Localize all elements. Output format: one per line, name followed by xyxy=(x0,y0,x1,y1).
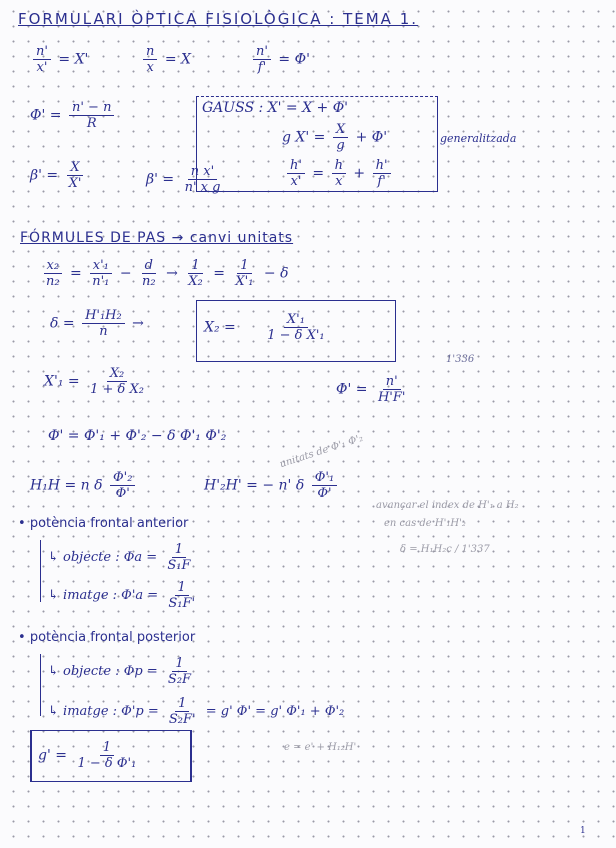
frac-num: x₂ xyxy=(44,258,63,274)
frac-num: h' xyxy=(373,158,391,174)
frac-num: n xyxy=(143,44,157,60)
formula-reduced-vergence-object: $\frac{n}{x}$ = X xyxy=(140,44,191,75)
frac-num: 1 xyxy=(175,696,189,712)
bullet-anterior: • potència frontal anterior xyxy=(18,516,189,531)
formula-power-principal xyxy=(336,374,411,405)
frac-num: H'₁H₂ xyxy=(82,308,125,324)
formula-x1 xyxy=(44,366,150,397)
frac-den: x' xyxy=(290,174,302,189)
rhs: X xyxy=(181,51,191,68)
formula-g xyxy=(38,740,142,771)
label: objecte : xyxy=(63,550,120,565)
frac-num: h xyxy=(332,158,346,174)
frac-num: 1 xyxy=(175,580,189,596)
lhs: β' = xyxy=(30,167,59,184)
formula-transfer: $\frac{\text{x₂}}{\text{n₂}}$ = $\frac{\text{x'₁}}{\text{n'₁}}$ − $\frac{d}{\text{n₂}}$ → $\frac{1}{\text{X₂}}$ = $\frac{1}{\text{X'₁}}$ − δ xyxy=(40,258,289,289)
lhs: Φ' = xyxy=(30,107,62,124)
posterior-heading: potència frontal posterior xyxy=(29,630,196,645)
frac-num: 1 xyxy=(100,740,114,756)
frac-den: x xyxy=(335,174,343,189)
generalized-tag: generalitzada xyxy=(440,132,517,145)
lhs: Φp = xyxy=(123,664,158,679)
rhs: Φ' xyxy=(294,51,310,68)
frac-num: 1 xyxy=(172,656,186,672)
formula-combined-power: Φ' = Φ'₁ + Φ'₂ − δ Φ'₁ Φ'₂ xyxy=(48,428,227,444)
lhs: H'₂H' = − n' δ xyxy=(204,477,305,494)
frac-den: X' xyxy=(68,176,82,191)
formula-h1h xyxy=(30,470,138,501)
faint-note-case: en cas de H'₁H'₂ xyxy=(384,518,466,529)
anterior-object: ↳ objecte : Φa = $\frac{1}{\text{S₁F}}$ xyxy=(48,542,196,573)
page-number: 1 xyxy=(580,826,586,836)
lhs: X'₁ = xyxy=(44,373,80,390)
posterior-object: ↳ objecte : Φp = $\frac{1}{\text{S₂F}}$ xyxy=(48,656,197,687)
frac-den: n₂ xyxy=(46,274,60,289)
page-title: FORMULARI ÒPTICA FISIOLÒGICA : TEMA 1. xyxy=(18,10,419,28)
section-heading-pas: FÓRMULES DE PAS → canvi unitats xyxy=(20,230,294,246)
tail: = g' Φ' = g' Φ'₁ + Φ'₂ xyxy=(205,704,345,719)
formula-magnification xyxy=(30,160,87,191)
formula-focal-power: $\frac{n'}{f'}$ = Φ' xyxy=(250,44,310,75)
formula-surface-power xyxy=(30,100,117,131)
frac-num: Φ'₁ xyxy=(312,470,337,486)
frac-den: X'₁ xyxy=(235,274,254,289)
frac-den: S₁F xyxy=(167,558,191,573)
frac-num: n' xyxy=(253,44,271,60)
label: imatge : xyxy=(63,704,118,719)
frac-num: n' xyxy=(383,374,401,390)
frac-den: R xyxy=(86,116,97,131)
formula-reduced-vergence-image: $\frac{n'}{x'}$ = X' xyxy=(30,44,88,75)
bullet-posterior: • potència frontal posterior xyxy=(18,630,196,645)
gauss-equation: GAUSS : X' = X + Φ' xyxy=(202,100,349,116)
brace-anterior xyxy=(40,540,41,602)
lhs: Φ' = xyxy=(336,381,368,398)
frac-den: x' xyxy=(36,60,48,75)
frac-den: n'₁ xyxy=(92,274,110,289)
posterior-image: ↳ imatge : Φ'p = $\frac{1}{\text{S₂F'}}$ = g' Φ' = g' Φ'₁ + Φ'₂ xyxy=(48,696,345,727)
frac-den: n₂ xyxy=(142,274,156,289)
frac-num: 1 xyxy=(172,542,186,558)
frac-den: n' x g xyxy=(184,180,221,195)
lhs: g X' = xyxy=(282,129,326,146)
lhs: δ = xyxy=(50,315,75,332)
frac-num: X₂ xyxy=(107,366,127,382)
frac-den: f' xyxy=(377,174,386,189)
lhs: X₂ = xyxy=(204,319,236,336)
frac-num: d xyxy=(142,258,156,274)
faint-note-delta: δ = H₁H₂c / 1'337 xyxy=(400,544,490,555)
anterior-heading: potència frontal anterior xyxy=(29,516,189,531)
gauss-generalized xyxy=(282,122,387,153)
frac-num: n' xyxy=(33,44,51,60)
frac-num: 1 xyxy=(188,258,202,274)
anterior-image: ↳ imatge : Φ'a = $\frac{1}{\text{S₁F'}}$ xyxy=(48,580,201,611)
faint-note-distance: e = e' + H₁₂H' xyxy=(284,742,357,753)
lhs: Φ'p = xyxy=(121,704,159,719)
rhs: X' xyxy=(74,51,89,68)
frac-num: n x' xyxy=(188,164,217,180)
frac-den: S₂F xyxy=(167,672,192,687)
frac-den: x xyxy=(146,60,154,75)
frac-num: 1 xyxy=(237,258,251,274)
formula-x2 xyxy=(204,312,331,343)
lhs: H₁H = n δ xyxy=(30,477,103,494)
formula-h2h xyxy=(204,470,340,501)
frac-num: h' xyxy=(287,158,305,174)
frac-den: f' xyxy=(257,60,267,75)
faint-note-units: unitats de Φ'₁ Φ'₂ xyxy=(278,432,365,471)
frac-den: 1 − δ X'₁ xyxy=(267,328,325,343)
lhs: Φa = xyxy=(123,550,158,565)
frac-den: S₁F' xyxy=(168,596,196,611)
frac-den: X₂ xyxy=(188,274,203,289)
label: imatge : xyxy=(63,588,118,603)
frac-num: X xyxy=(67,160,82,176)
frac-num: Φ'₂ xyxy=(110,470,135,486)
frac-den: H'F' xyxy=(377,390,406,405)
lhs: g' = xyxy=(38,747,67,764)
index-note: 1'336 xyxy=(446,354,475,365)
faint-note-index: avançar el index de H'₁ a H₂ xyxy=(376,500,519,511)
frac-den: 1 − δ Φ'₁ xyxy=(77,756,137,771)
brace-posterior xyxy=(40,654,41,716)
tail: + Φ' xyxy=(355,129,388,146)
formula-magnification-2 xyxy=(146,164,226,195)
frac-den: g xyxy=(336,138,345,153)
frac-den: S₂F' xyxy=(168,712,196,727)
gauss-height-relation: $\frac{h'}{x'}$ = $\frac{h}{x}$ + $\frac{h'}{f'}$ xyxy=(284,158,394,189)
frac-den: Φ' xyxy=(115,486,130,501)
tail: − δ xyxy=(263,265,289,282)
frac-num: n' − n xyxy=(69,100,114,116)
frac-num: x'₁ xyxy=(90,258,112,274)
frac-den: n xyxy=(99,324,108,339)
lhs: Φ'a = xyxy=(121,588,159,603)
lhs: β' = xyxy=(146,171,175,188)
frac-den: 1 + δ X₂ xyxy=(90,382,144,397)
label: objecte : xyxy=(63,664,120,679)
frac-num: X xyxy=(333,122,348,138)
formula-delta: δ = $\frac{\text{H'₁H₂}}{n}$ → xyxy=(50,308,144,339)
frac-num: X'₁ xyxy=(284,312,308,328)
frac-den: Φ' xyxy=(317,486,332,501)
